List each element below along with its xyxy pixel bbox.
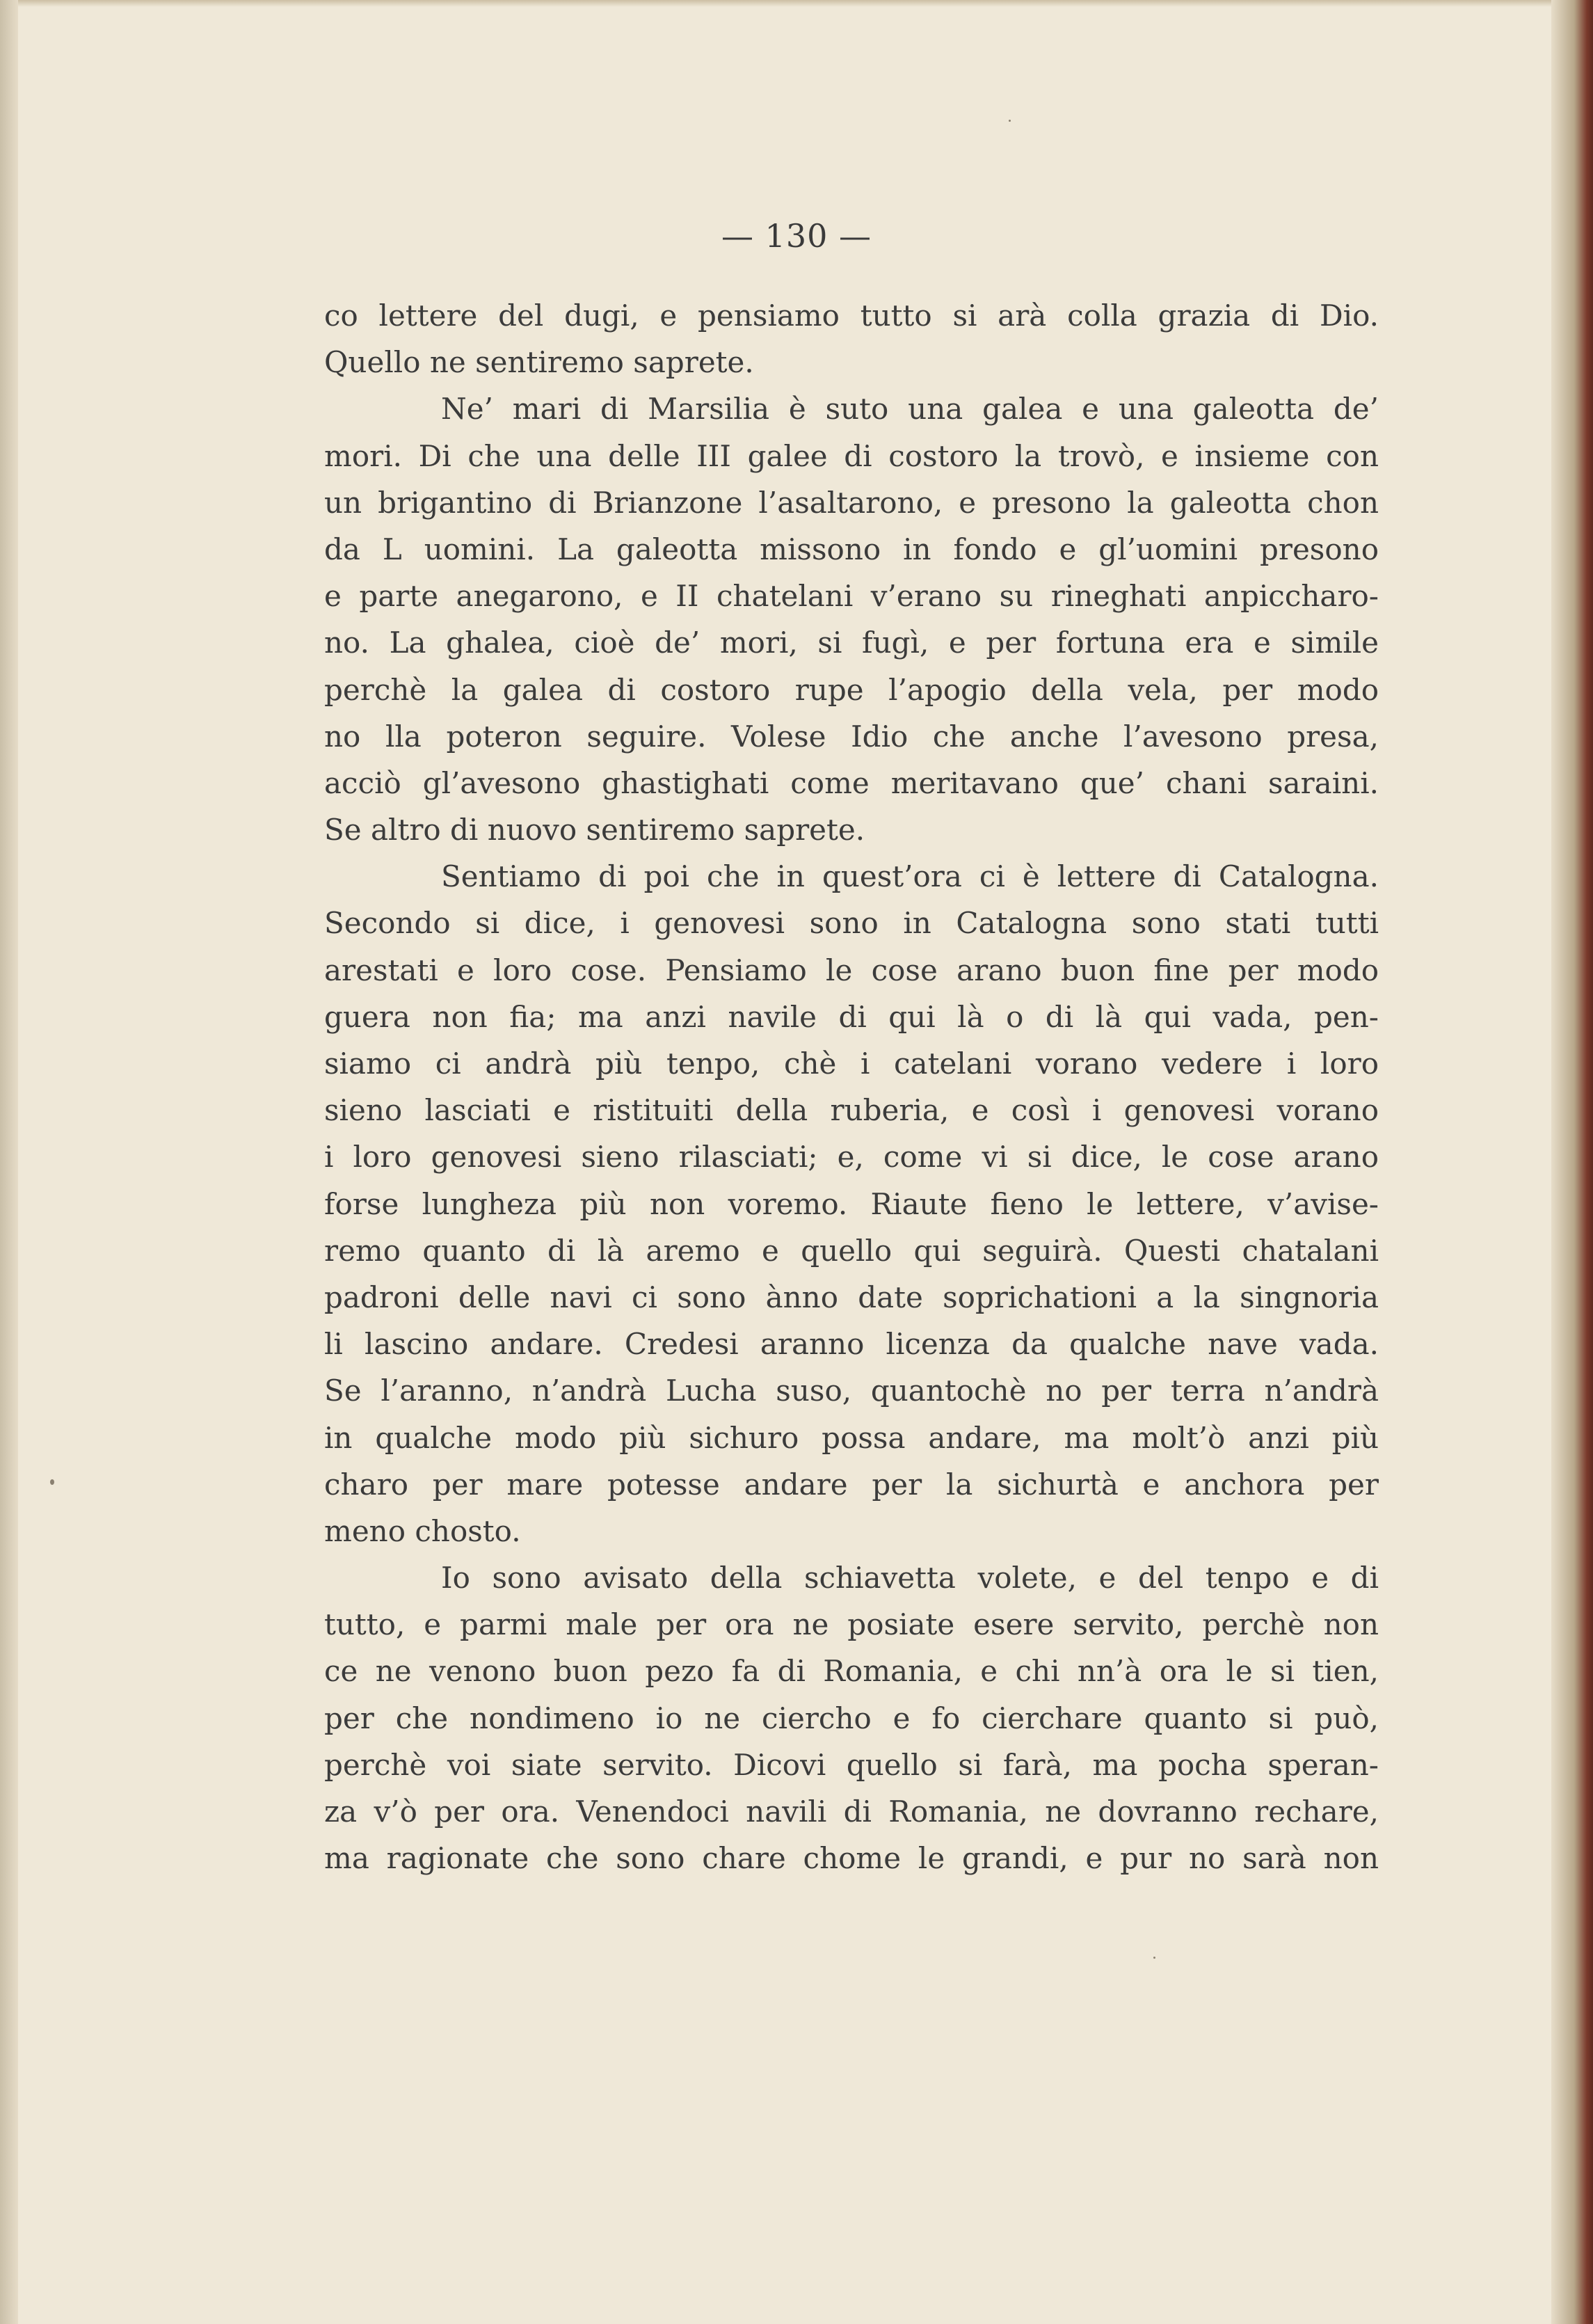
text-line: acciò gl’avesono ghastighati come meritavano que’ chani saraini. (324, 765, 1379, 800)
text-line: perchè la galea di costoro rupe l’apogio della vela, per modo (324, 672, 1379, 707)
text-line: charo per mare potesse andare per la sichurtà e anchora per (324, 1467, 1379, 1502)
text-line: no lla poteron seguire. Volese Idio che anche l’avesono presa, (324, 719, 1379, 754)
text-line: un brigantino di Brianzone l’asaltarono, e presono la galeotta chon (324, 485, 1379, 520)
text-line: Se l’aranno, n’andrà Lucha suso, quantochè no per terra n’andrà (324, 1374, 1379, 1408)
text-line: perchè voi siate servito. Dicovi quello si farà, ma pocha speran- (324, 1747, 1379, 1782)
text-line: Io sono avisato della schiavetta volete, e del tenpo e di (441, 1561, 1379, 1595)
text-line: mori. Di che una delle III galee di costoro la trovò, e insieme con (324, 438, 1379, 473)
text-line: Secondo si dice, i genovesi sono in Catalogna sono stati tutti (324, 906, 1379, 941)
paper-speck (1153, 1957, 1155, 1959)
text-line: za v’ò per ora. Venendoci navili di Romania, ne dovranno rechare, (324, 1794, 1379, 1829)
text-line: Quello ne sentiremo saprete. (324, 345, 754, 380)
text-line: arestati e loro cose. Pensiamo le cose arano buon fine per modo (324, 953, 1379, 987)
body-text (324, 292, 1379, 1881)
text-line: Ne’ mari di Marsilia è suto una galea e una galeotta de’ (441, 392, 1379, 427)
text-line: li lascino andare. Credesi aranno licenza da qualche nave vada. (324, 1327, 1379, 1362)
text-line: in qualche modo più sichuro possa andare, ma molt’ò anzi più (324, 1420, 1379, 1455)
paper-speck (50, 1479, 54, 1485)
text-line: sieno lasciati e ristituiti della ruberia, e così i genovesi vorano (324, 1093, 1379, 1128)
text-line: da L uomini. La galeotta missono in fondo e gl’uomini presono (324, 532, 1379, 566)
page-top-edge (0, 0, 1593, 7)
text-line: remo quanto di là aremo e quello qui seguirà. Questi chatalani (324, 1233, 1379, 1268)
text-line: guera non fia; ma anzi navile di qui là o di là qui vada, pen- (324, 999, 1379, 1034)
page-number: — 130 — (721, 217, 872, 255)
text-line: Se altro di nuovo sentiremo saprete. (324, 813, 865, 847)
text-line: siamo ci andrà più tenpo, chè i catelani vorano vedere i loro (324, 1046, 1379, 1081)
page-left-edge (0, 0, 18, 2324)
text-line: e parte anegarono, e II chatelani v’erano su rineghati anpiccharo- (324, 579, 1379, 614)
text-line: padroni delle navi ci sono ànno date soprichationi a la singnoria (324, 1280, 1379, 1314)
text-line: no. La ghalea, cioè de’ mori, si fugì, e per fortuna era e simile (324, 626, 1379, 660)
paper-speck (1009, 120, 1011, 122)
text-line: Sentiamo di poi che in quest’ora ci è lettere di Catalogna. (441, 859, 1379, 894)
text-line: co lettere del dugi, e pensiamo tutto si arà colla grazia di Dio. (324, 299, 1379, 333)
book-spine-edge (1551, 0, 1593, 2324)
text-line: ce ne venono buon pezo fa di Romania, e chi nn’à ora le si tien, (324, 1654, 1379, 1689)
text-line: forse lungheza più non voremo. Riaute fieno le lettere, v’avise- (324, 1186, 1379, 1221)
text-line: i loro genovesi sieno rilasciati; e, come vi si dice, le cose arano (324, 1140, 1379, 1175)
text-line: ma ragionate che sono chare chome le grandi, e pur no sarà non (324, 1841, 1379, 1876)
text-line: tutto, e parmi male per ora ne posiate esere servito, perchè non (324, 1607, 1379, 1642)
text-line: per che nondimeno io ne ciercho e fo cierchare quanto si può, (324, 1701, 1379, 1735)
text-line: meno chosto. (324, 1513, 521, 1548)
